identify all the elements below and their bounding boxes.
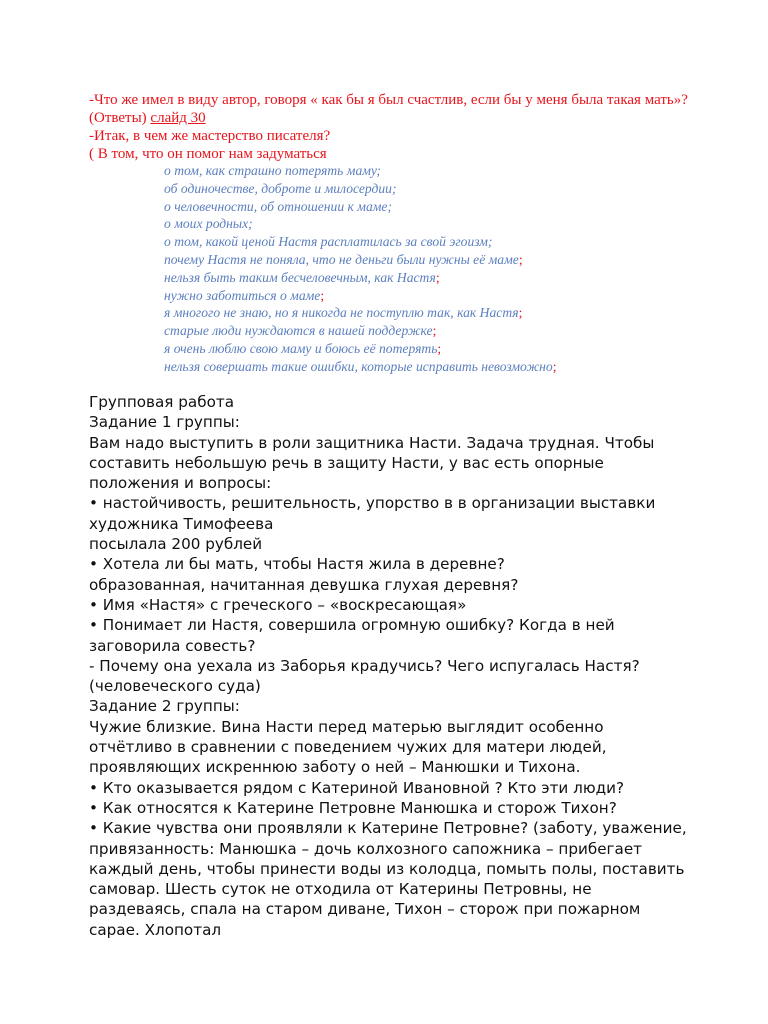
bullet-item: • Имя «Настя» с греческого – «воскресающая»	[89, 595, 467, 614]
answer-item: о том, какой ценой Настя расплатилась за свой эгоизм;	[164, 234, 493, 250]
question-mastery: -Итак, в чем же мастерство писателя?	[89, 128, 331, 144]
answer-item: я очень люблю свою маму и боюсь её потерять;	[164, 340, 442, 356]
bullet-item: • настойчивость, решительность, упорство в в организации выставки художника Тимофеева	[89, 494, 656, 533]
paragraph: Вам надо выступить в роли защитника Насти. Задача трудная. Чтобы составить небольшую речь в защиту Насти, у вас есть опорные положения и вопросы:	[89, 433, 655, 493]
answer-item: о том, как страшно потерять маму;	[164, 163, 381, 178]
answer-item: нужно заботиться о маме;	[164, 287, 325, 303]
paragraph: образованная, начитанная девушка глухая деревня?	[89, 575, 519, 594]
question-author-meaning: -Что же имел в виду автор, говоря « как бы я был счастлив, если бы у меня была такая мать»?(Ответы) слайд 30	[89, 92, 688, 126]
paragraph: посылала 200 рублей	[89, 535, 263, 554]
slide-link[interactable]: слайд 30	[150, 110, 206, 126]
answer-item: о человечности, об отношении к маме;	[164, 198, 392, 214]
bullet-item: • Кто оказывается рядом с Катериной Ивановной ? Кто эти люди?	[89, 778, 625, 797]
task-heading: Задание 1 группы:	[89, 413, 240, 432]
answer-intro: ( В том, что он помог нам задуматься	[89, 146, 327, 162]
answer-item: старые люди нуждаются в нашей поддержке;	[164, 323, 437, 339]
group-work-section	[89, 392, 689, 940]
bullet-item: • Понимает ли Настя, совершила огромную ошибку? Когда в ней заговорила совесть?	[89, 616, 615, 655]
answer-item: нельзя быть таким бесчеловечным, как Настя;	[164, 269, 440, 285]
answer-item: почему Настя не поняла, что не деньги были нужны её маме;	[164, 251, 523, 267]
answer-item: об одиночестве, доброте и милосердии;	[164, 180, 397, 196]
section-heading: Групповая работа	[89, 393, 235, 411]
answer-item: о моих родных;	[164, 216, 253, 232]
answer-item: я многого не знаю, но я никогда не поступлю так, как Настя;	[164, 305, 523, 321]
bullet-item: • Хотела ли бы мать, чтобы Настя жила в деревне?	[89, 555, 505, 574]
answers-list	[164, 162, 684, 376]
answer-item: нельзя совершать такие ошибки, которые исправить невозможно;	[164, 358, 557, 374]
bullet-item: • Какие чувства они проявляли к Катерине Петровне? (заботу, уважение, привязанность: Манюшка – дочь колхозного сапожника – прибегает каждый день, чтобы принести воды из колодца, помыть полы, поставить самовар. Шесть суток не отходила от Катерины Петровны, не раздеваясь, спала на старом диване, Тихон – сторож при пожарном сарае. Хлопотал	[89, 819, 687, 939]
intro-questions	[89, 91, 689, 163]
paragraph: - Почему она уехала из Заборья крадучись? Чего испугалась Настя? (человеческого суда)	[89, 656, 640, 696]
paragraph: Чужие близкие. Вина Насти перед матерью выглядит особенно отчётливо в сравнении с поведением чужих для матери людей, проявляющих искреннюю заботу о ней – Манюшки и Тихона.	[89, 717, 607, 777]
task-heading: Задание 2 группы:	[89, 697, 240, 716]
bullet-item: • Как относятся к Катерине Петровне Манюшка и сторож Тихон?	[89, 798, 617, 817]
